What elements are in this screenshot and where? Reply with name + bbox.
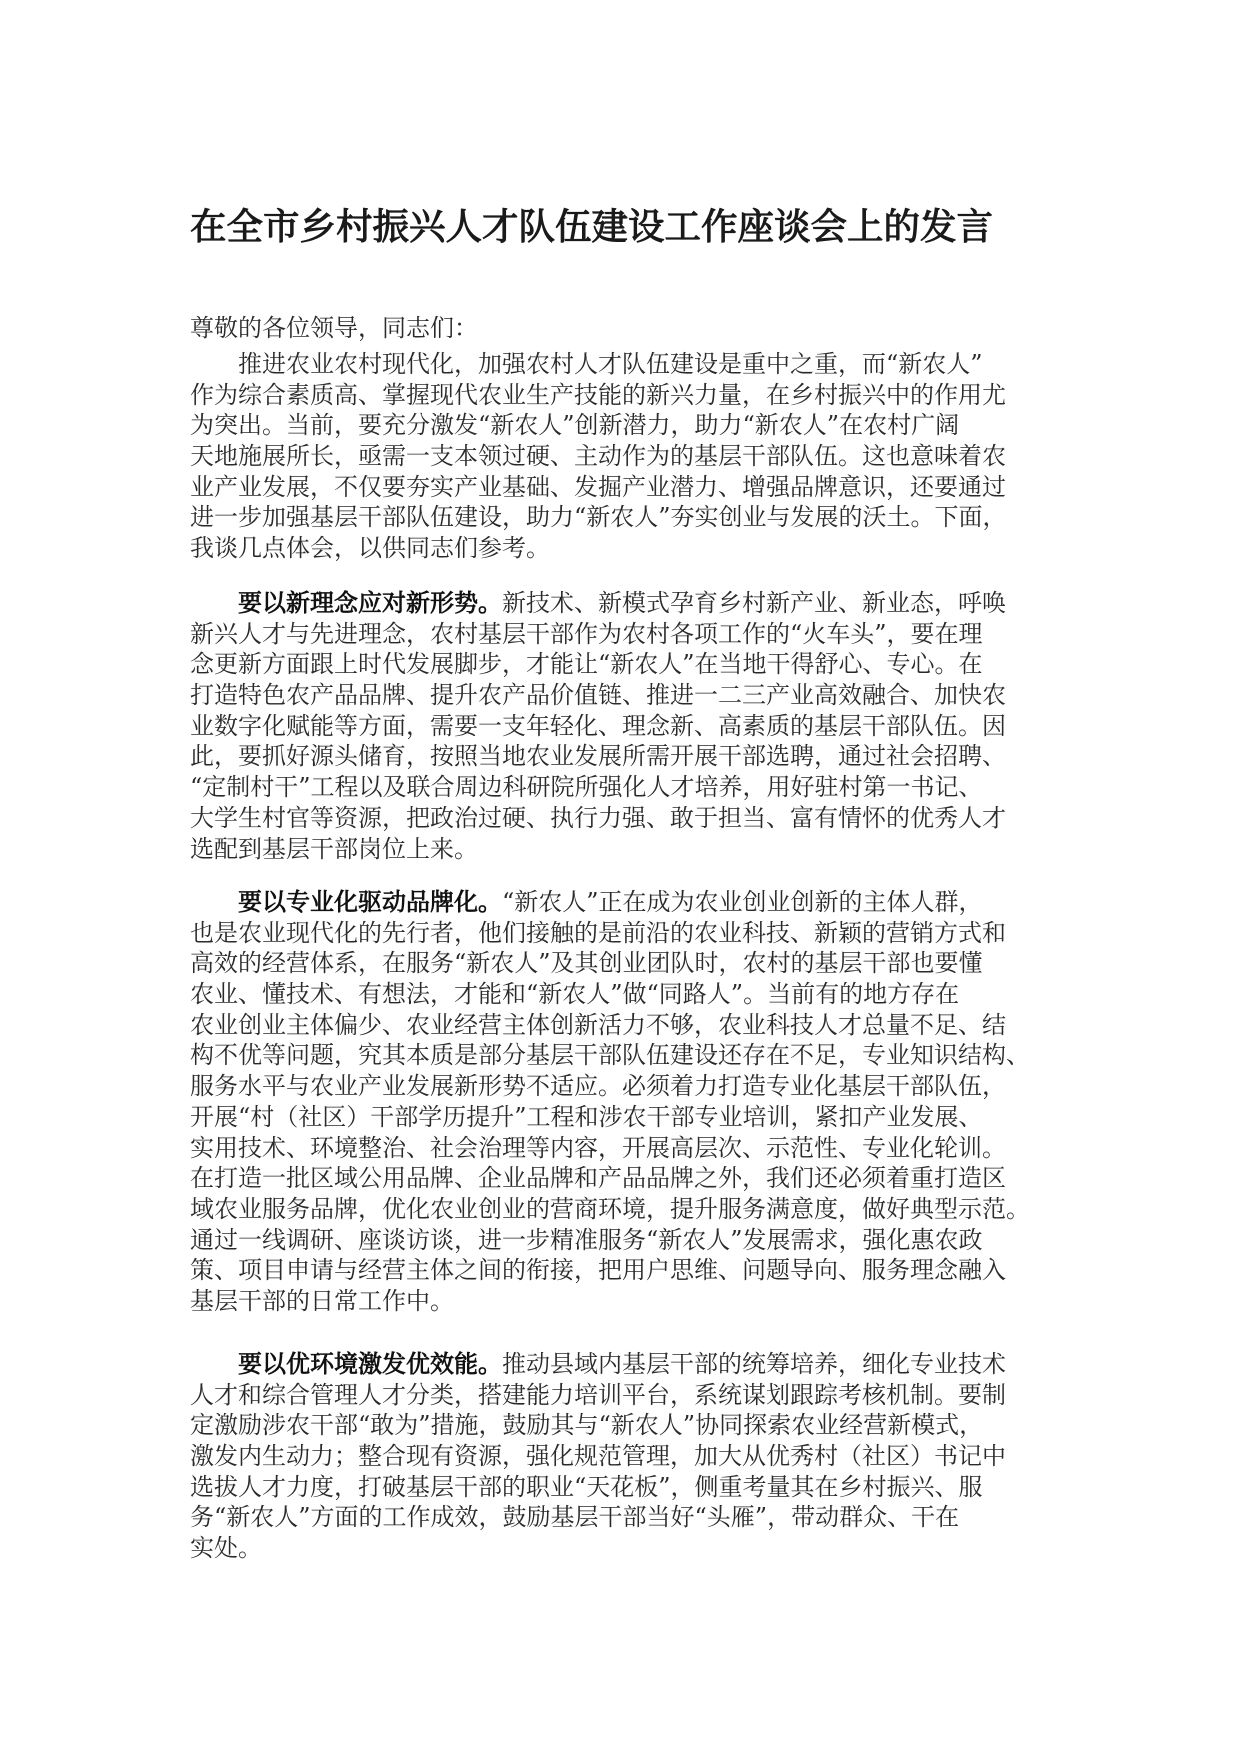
paragraph-text: 激发内生动力；整合现有资源，强化规范管理，加大从优秀村（社区）书记中 <box>190 1442 1006 1471</box>
paragraph-line <box>190 834 1070 865</box>
paragraph-text: 策、项目申请与经营主体之间的衔接，把用户思维、问题导向、服务理念融入 <box>190 1256 1006 1285</box>
paragraph-text: 农业、懂技术、有想法，才能和“新农人”做“同路人”。当前有的地方存在 <box>190 980 960 1009</box>
paragraph-line <box>190 1102 1070 1133</box>
paragraph-line <box>190 1349 1070 1380</box>
paragraph-line <box>190 1133 1070 1164</box>
paragraph-text: 新兴人才与先进理念，农村基层干部作为农村各项工作的“火车头”，要在理 <box>190 619 983 648</box>
paragraph-line <box>190 380 1070 411</box>
paragraph-text: 业数字化赋能等方面，需要一支年轻化、理念新、高素质的基层干部队伍。因 <box>190 711 1006 740</box>
paragraph-line <box>190 1163 1070 1194</box>
paragraph-line <box>190 533 1070 564</box>
paragraph-line <box>190 1533 1070 1564</box>
salutation: 尊敬的各位领导，同志们： <box>190 314 478 342</box>
paragraph-text: 打造特色农产品品牌、提升农产品价值链、推进一二三产业高效融合、加快农 <box>190 681 1006 710</box>
paragraph-line <box>190 1194 1070 1225</box>
paragraph-intro <box>190 349 1070 564</box>
paragraph-line <box>190 887 1070 918</box>
paragraph-text: 新技术、新模式孕育乡村新产业、新业态，呼唤 <box>502 589 1006 617</box>
paragraph-line <box>190 472 1070 503</box>
paragraph-text: 推动县域内基层干部的统筹培养，细化专业技术 <box>502 1350 1006 1378</box>
paragraph-line <box>190 772 1070 803</box>
paragraph-text: “定制村干”工程以及联合周边科研院所强化人才培养，用好驻村第一书记、 <box>190 773 983 802</box>
paragraph-text: 定激励涉农干部“敢为”措施，鼓励其与“新农人”协同探索农业经营新模式， <box>190 1411 984 1440</box>
paragraph-line <box>190 1255 1070 1286</box>
paragraph-lead-heading: 要以专业化驱动品牌化。 <box>238 887 502 916</box>
paragraph-line <box>190 410 1070 441</box>
paragraph-new-ideas <box>190 588 1070 864</box>
paragraph-line <box>190 1410 1070 1441</box>
paragraph-environment <box>190 1349 1070 1564</box>
paragraph-text: 天地施展所长，亟需一支本领过硬、主动作为的基层干部队伍。这也意味着农 <box>190 442 1006 471</box>
paragraph-line <box>190 1286 1070 1317</box>
paragraph-line <box>190 918 1070 949</box>
paragraph-text: 我谈几点体会，以供同志们参考。 <box>190 534 550 563</box>
paragraph-line <box>190 948 1070 979</box>
paragraph-text: 为突出。当前，要充分激发“新农人”创新潜力，助力“新农人”在农村广阔 <box>190 411 960 440</box>
paragraph-text: 构不优等问题，究其本质是部分基层干部队伍建设还存在不足，专业知识结构、 <box>190 1041 1030 1070</box>
paragraph-text: 基层干部的日常工作中。 <box>190 1286 454 1315</box>
paragraph-text: 开展“村（社区）干部学历提升”工程和涉农干部专业培训，紧扣产业发展、 <box>190 1102 983 1131</box>
paragraph-text: 实处。 <box>190 1534 262 1563</box>
paragraph-text: 推进农业农村现代化，加强农村人才队伍建设是重中之重，而“新农人” <box>238 350 983 378</box>
paragraph-line <box>190 1225 1070 1256</box>
paragraph-line <box>190 502 1070 533</box>
paragraph-text: 高效的经营体系，在服务“新农人”及其创业团队时，农村的基层干部也要懂 <box>190 949 983 978</box>
paragraph-line <box>190 349 1070 380</box>
paragraph-line <box>190 1502 1070 1533</box>
paragraph-line <box>190 741 1070 772</box>
paragraph-line <box>190 588 1070 619</box>
paragraph-line <box>190 711 1070 742</box>
paragraph-text: 选配到基层干部岗位上来。 <box>190 834 478 863</box>
paragraph-text: 选拔人才力度，打破基层干部的职业“天花板”，侧重考量其在乡村振兴、服 <box>190 1472 983 1501</box>
paragraph-line <box>190 649 1070 680</box>
paragraph-professionalization <box>190 887 1070 1317</box>
paragraph-text: 通过一线调研、座谈访谈，进一步精准服务“新农人”发展需求，强化惠农政 <box>190 1225 983 1254</box>
paragraph-text: 服务水平与农业产业发展新形势不适应。必须着力打造专业化基层干部队伍， <box>190 1072 1006 1101</box>
paragraph-text: 进一步加强基层干部队伍建设，助力“新农人”夯实创业与发展的沃土。下面， <box>190 503 1007 532</box>
paragraph-text: 务“新农人”方面的工作成效，鼓励基层干部当好“头雁”，带动群众、干在 <box>190 1503 960 1532</box>
paragraph-lead-heading: 要以优环境激发优效能。 <box>238 1349 502 1378</box>
paragraph-line <box>190 680 1070 711</box>
paragraph-line <box>190 441 1070 472</box>
paragraph-lead-heading: 要以新理念应对新形势。 <box>238 588 502 617</box>
paragraph-text: 实用技术、环境整治、社会治理等内容，开展高层次、示范性、专业化轮训。 <box>190 1133 1006 1162</box>
paragraph-text: 域农业服务品牌，优化农业创业的营商环境，提升服务满意度，做好典型示范。 <box>190 1194 1030 1223</box>
paragraph-line <box>190 1071 1070 1102</box>
paragraph-line <box>190 1380 1070 1411</box>
paragraph-line <box>190 1441 1070 1472</box>
paragraph-text: 大学生村官等资源，把政治过硬、执行力强、敢于担当、富有情怀的优秀人才 <box>190 803 1006 832</box>
paragraph-text: 人才和综合管理人才分类，搭建能力培训平台，系统谋划跟踪考核机制。要制 <box>190 1380 1006 1409</box>
paragraph-line <box>190 1010 1070 1041</box>
paragraph-text: 农业创业主体偏少、农业经营主体创新活力不够，农业科技人才总量不足、结 <box>190 1010 1006 1039</box>
paragraph-line <box>190 1472 1070 1503</box>
paragraph-text: 念更新方面跟上时代发展脚步，才能让“新农人”在当地干得舒心、专心。在 <box>190 650 983 679</box>
paragraph-text: 也是农业现代化的先行者，他们接触的是前沿的农业科技、新颖的营销方式和 <box>190 918 1006 947</box>
paragraph-line <box>190 1040 1070 1071</box>
paragraph-line <box>190 619 1070 650</box>
paragraph-text: 此，要抓好源头储育，按照当地农业发展所需开展干部选聘，通过社会招聘、 <box>190 742 1006 771</box>
paragraph-text: 在打造一批区域公用品牌、企业品牌和产品品牌之外，我们还必须着重打造区 <box>190 1164 1006 1193</box>
paragraph-text: 作为综合素质高、掌握现代农业生产技能的新兴力量，在乡村振兴中的作用尤 <box>190 380 1006 409</box>
document-title: 在全市乡村振兴人才队伍建设工作座谈会上的发言 <box>190 205 993 248</box>
paragraph-line <box>190 803 1070 834</box>
paragraph-text: 业产业发展，不仅要夯实产业基础、发掘产业潜力、增强品牌意识，还要通过 <box>190 472 1006 501</box>
paragraph-line <box>190 979 1070 1010</box>
paragraph-text: “新农人”正在成为农业创业创新的主体人群， <box>502 888 983 916</box>
